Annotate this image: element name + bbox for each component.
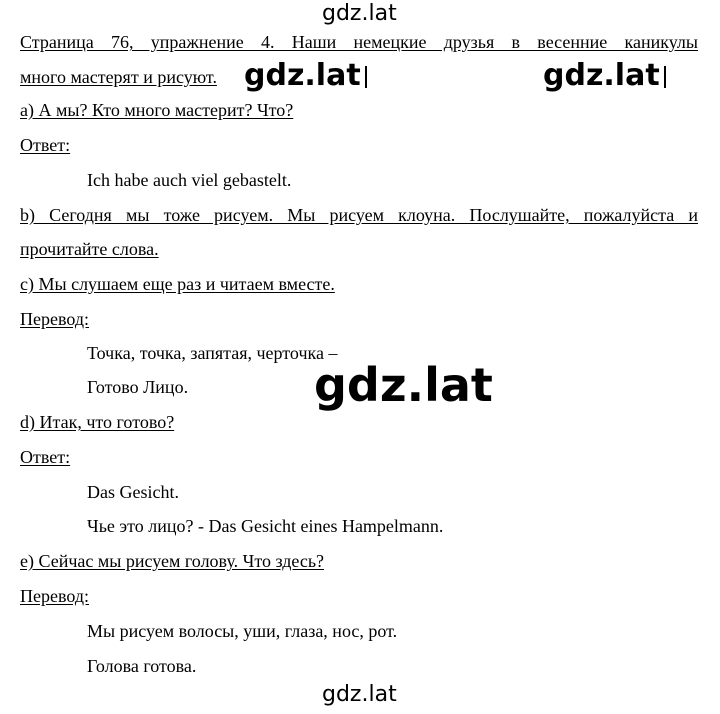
section-e-line-1: Мы рисуем волосы, уши, глаза, нос, рот.: [87, 621, 398, 641]
text-cursor-icon: [365, 66, 367, 88]
section-a-answer: Ich habe auch viel gebastelt.: [87, 170, 292, 190]
watermark-right: gdz.lat: [543, 58, 666, 93]
section-c-question: c) Мы слушаем еще раз и читаем вместе.: [20, 274, 335, 294]
section-e-label: Перевод:: [20, 586, 89, 606]
section-d-question: d) Итак, что готово?: [20, 412, 175, 432]
watermark-center: gdz.lat: [314, 358, 493, 412]
section-c-label: Перевод:: [20, 309, 89, 329]
section-d-label: Ответ:: [20, 447, 71, 467]
section-b-line-2: прочитайте слова.: [20, 239, 159, 259]
section-a-question: a) А мы? Кто много мастерит? Что?: [20, 100, 294, 120]
watermark-left: gdz.lat: [244, 58, 367, 93]
section-d-line-2: Чье это лицо? - Das Gesicht eines Hampelmann.: [87, 516, 444, 536]
text-cursor-icon: [664, 66, 666, 88]
section-c-line-2: Готово Лицо.: [87, 377, 189, 397]
section-a-label: Ответ:: [20, 135, 71, 155]
watermark-bottom: gdz.lat: [322, 682, 397, 707]
section-b-line-1: b) Сегодня мы тоже рисуем. Мы рисуем клоуна. Послушайте, пожалуйста и: [20, 205, 698, 225]
section-c-line-1: Точка, точка, запятая, черточка –: [87, 343, 338, 363]
watermark-top: gdz.lat: [322, 1, 397, 26]
section-e-question: e) Сейчас мы рисуем голову. Что здесь?: [20, 551, 325, 571]
task-title-line-2: много мастерят и рисуют.: [20, 67, 217, 87]
section-d-line-1: Das Gesicht.: [87, 482, 179, 502]
task-title-line-1: Страница 76, упражнение 4. Наши немецкие друзья в весенние каникулы: [20, 32, 698, 52]
section-e-line-2: Голова готова.: [87, 656, 197, 676]
